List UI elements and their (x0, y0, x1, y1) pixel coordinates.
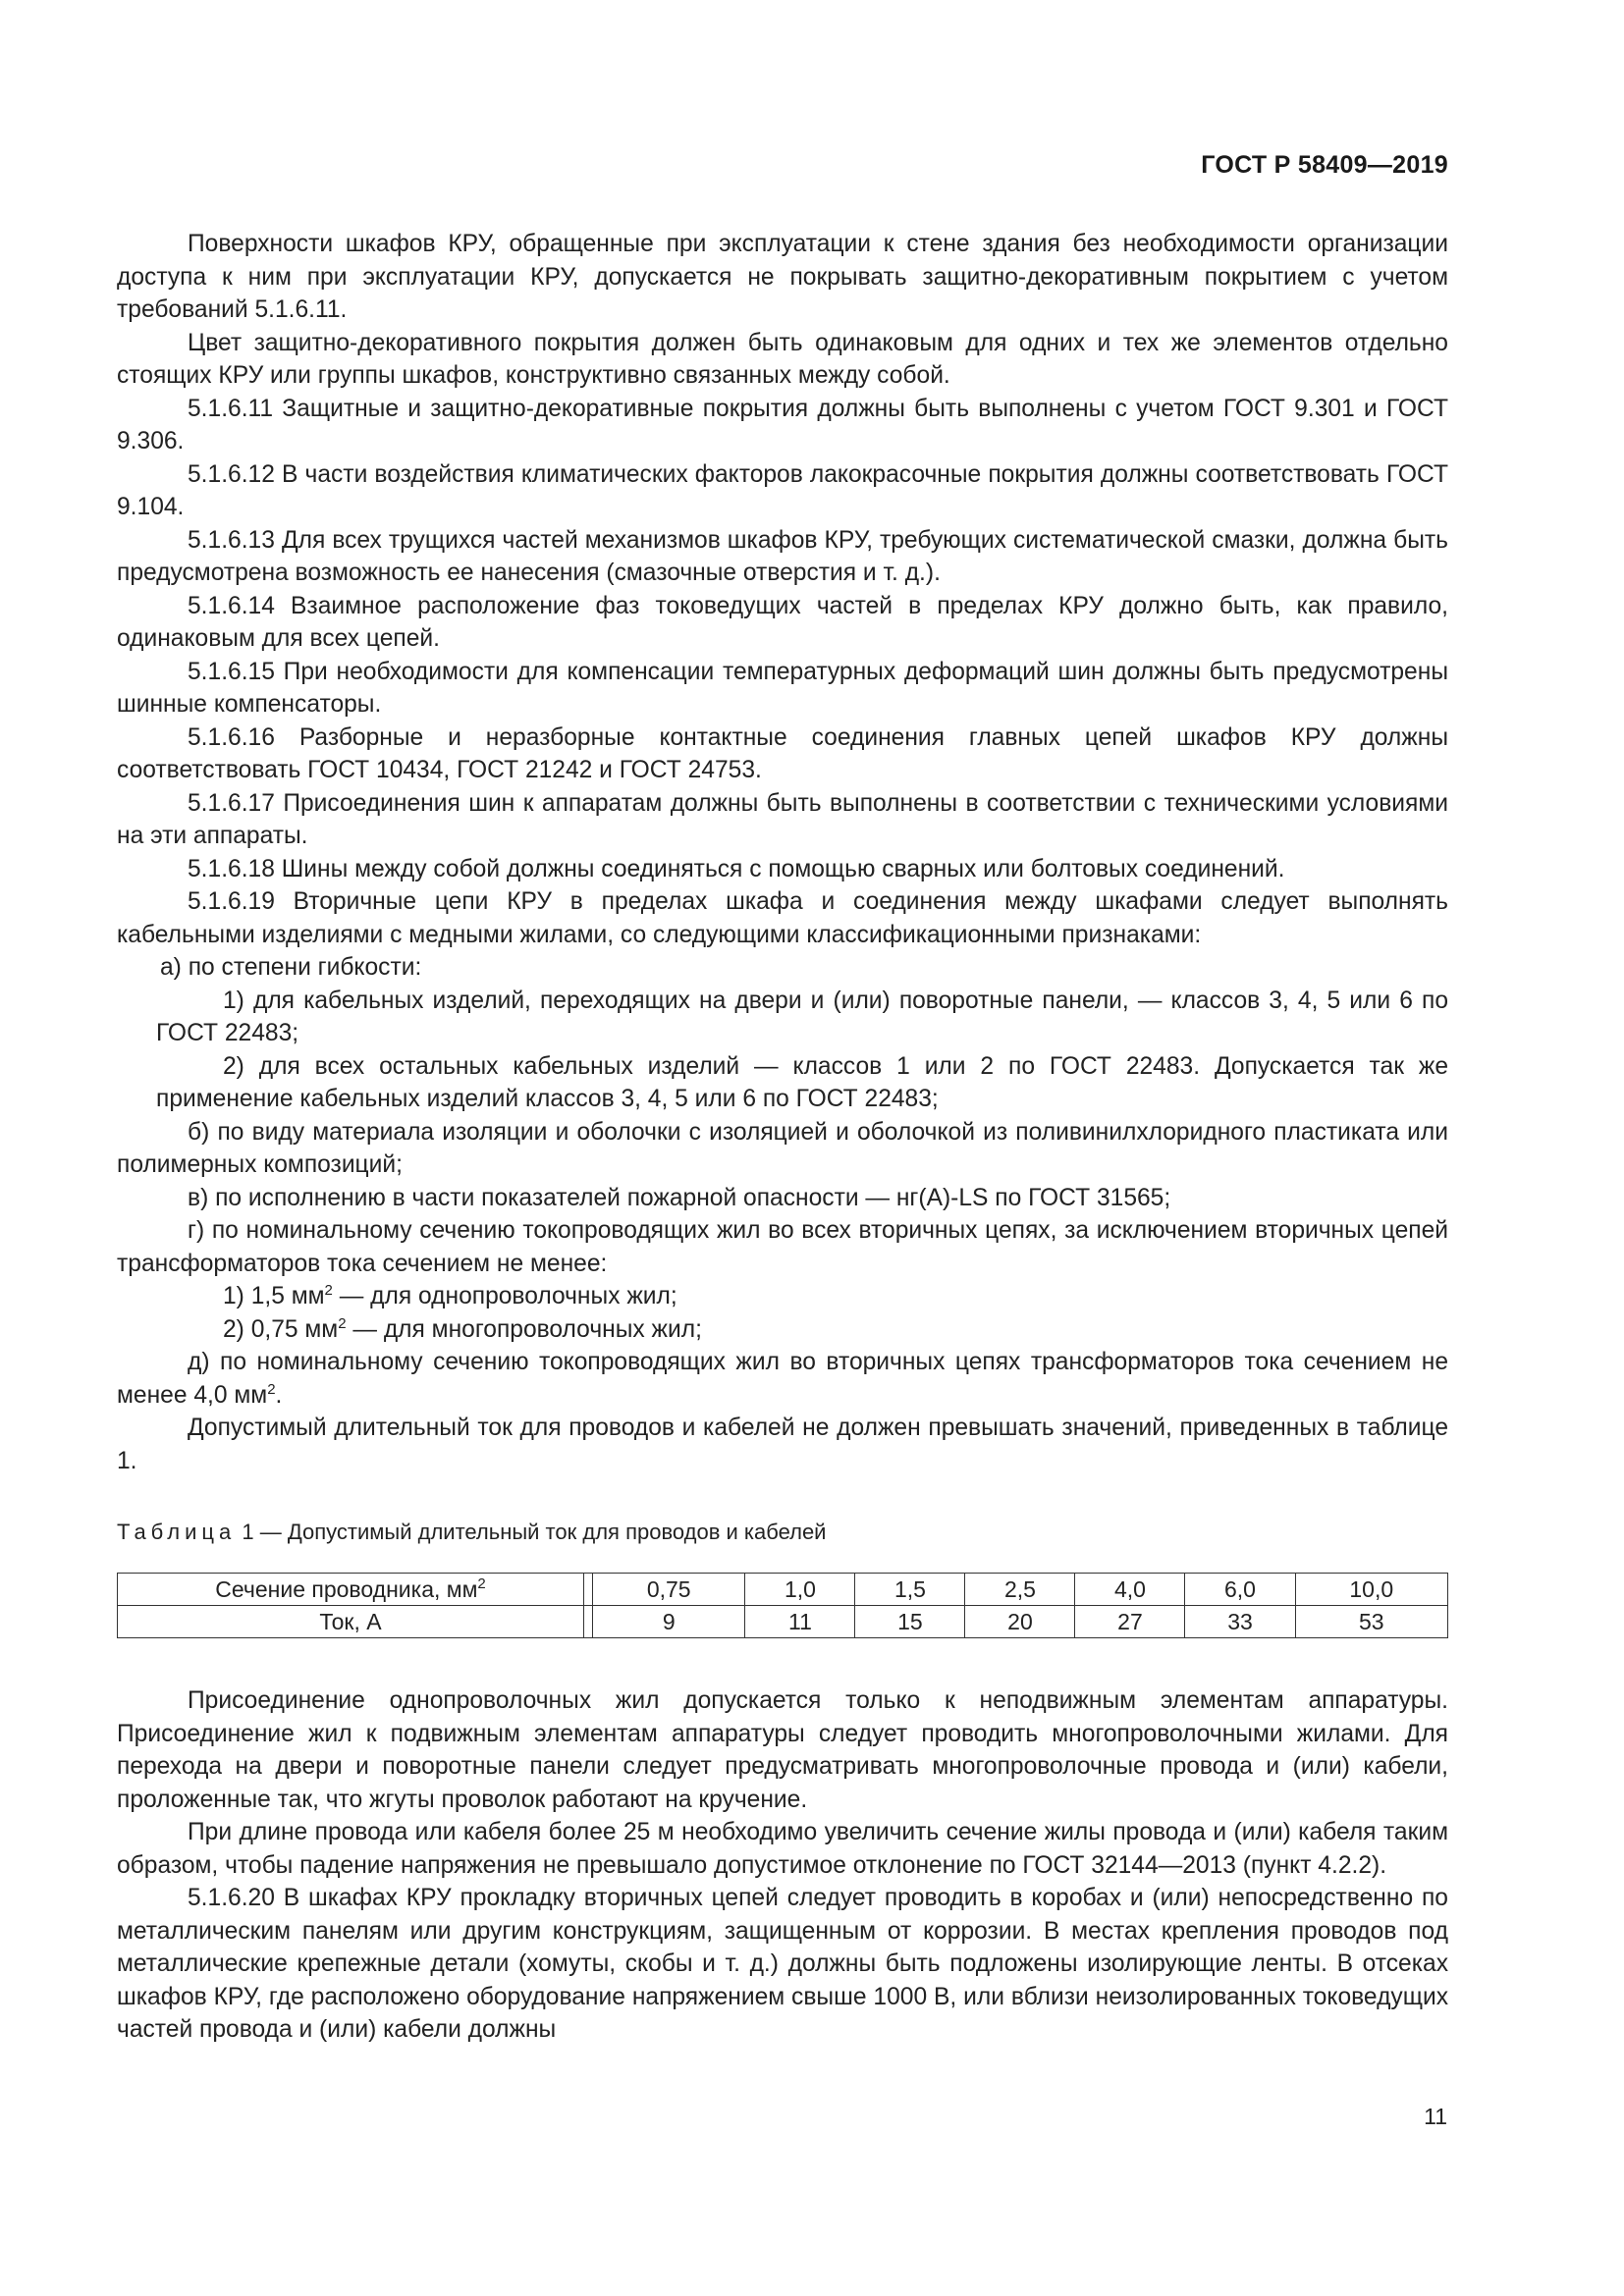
paragraph: Присоединение однопроволочных жил допускается только к неподвижным элементам аппаратуры. Присоединение жил к подвижным элементам аппаратуры следует проводить многопроволочными жилами. Для перехода на двери и поворотные панели следует предусматривать многопроволочные провода и (или) кабели, проложенные так, что жгуты проволок работают на кручение. (117, 1687, 1448, 1813)
paragraph: 5.1.6.16 Разборные и неразборные контактные соединения главных цепей шкафов КРУ должны соответствовать ГОСТ 10434, ГОСТ 21242 и ГОСТ 24753. (117, 723, 1448, 783)
paragraph: 5.1.6.13 Для всех трущихся частей механизмов шкафов КРУ, требующих систематической смазки, должна быть предусмотрена возможность ее нанесения (смазочные отверстия и т. д.). (117, 526, 1448, 586)
paragraph: Цвет защитно-декоративного покрытия должен быть одинаковым для одних и тех же элементов отдельно стоящих КРУ или группы шкафов, конструктивно связанных между собой. (117, 329, 1448, 389)
list-item: г) по номинальному сечению токопроводящих жил во всех вторичных цепях, за исключением вторичных цепей трансформаторов тока сечением не менее: (117, 1217, 1448, 1277)
list-subitem (117, 1280, 1448, 1313)
table-row (118, 1606, 1448, 1638)
paragraph: 5.1.6.17 Присоединения шин к аппаратам должны быть выполнены в соответствии с техническими условиями на эти аппараты. (117, 789, 1448, 849)
table-cell: 15 (855, 1606, 965, 1638)
paragraph: 5.1.6.11 Защитные и защитно-декоративные покрытия должны быть выполнены с учетом ГОСТ 9.301 и ГОСТ 9.306. (117, 395, 1448, 454)
table-cell: 0,75 (593, 1574, 745, 1606)
list-item (117, 1346, 1448, 1412)
table-header-text: Сечение проводника, мм (215, 1575, 478, 1602)
list-item-text: д) по номинальному сечению токопроводящих жил во вторичных цепях трансформаторов тока сечением не менее 4,0 мм (117, 1349, 1448, 1409)
paragraph: При длине провода или кабеля более 25 м необходимо увеличить сечение жилы провода и (или) кабеля таким образом, чтобы падение напряжения не превышало допустимое отклонение по ГОСТ 32144—2013 (пункт 4.2.2). (117, 1819, 1448, 1879)
paragraph: Допустимый длительный ток для проводов и кабелей не должен превышать значений, приведенных в таблице 1. (117, 1415, 1448, 1474)
paragraph: Поверхности шкафов КРУ, обращенные при эксплуатации к стене здания без необходимости организации доступа к ним при эксплуатации КРУ, допускается не покрывать защитно-декоративным покрытием с учетом требований 5.1.6.11. (117, 231, 1448, 323)
table-cell: 9 (593, 1606, 745, 1638)
table-caption-word: Таблица (117, 1520, 237, 1544)
list-item: б) по виду материала изоляции и оболочки с изоляцией и оболочкой из поливинилхлоридного пластиката или полимерных композиций; (117, 1118, 1448, 1178)
table-spacer-cell (584, 1574, 593, 1606)
superscript: 2 (267, 1380, 276, 1398)
paragraph: 5.1.6.18 Шины между собой должны соединяться с помощью сварных или болтовых соединений. (188, 855, 1285, 882)
list-item: в) по исполнению в части показателей пожарной опасности — нг(А)-LS по ГОСТ 31565; (188, 1184, 1171, 1211)
paragraph: 5.1.6.19 Вторичные цепи КРУ в пределах шкафа и соединения между шкафами следует выполнять кабельными изделиями с медными жилами, со следующими классификационными признаками: (117, 888, 1448, 948)
list-subitem (117, 1313, 1448, 1347)
superscript: 2 (324, 1282, 333, 1299)
table-cell: 4,0 (1075, 1574, 1185, 1606)
main-text (117, 228, 1448, 1477)
superscript: 2 (338, 1314, 347, 1332)
paragraph: 5.1.6.20 В шкафах КРУ прокладку вторичных цепей следует проводить в коробах и (или) непосредственно по металлическим панелям или другим конструкциям, защищенным от коррозии. В местах крепления проводов под металлические крепежные детали (хомуты, скобы и т. д.) должны быть подложены изолирующие ленты. В отсеках шкафов КРУ, где расположено оборудование напряжением свыше 1000 В, или вблизи неизолированных токоведущих частей провода и (или) кабели должны (117, 1885, 1448, 2043)
list-subitem: 1) для кабельных изделий, переходящих на двери и (или) поворотные панели, — классов 3, 4, 5 или 6 по ГОСТ 22483; (156, 987, 1448, 1046)
table-header-cell (118, 1574, 584, 1606)
table-cell: 2,5 (965, 1574, 1075, 1606)
list-item: а) по степени гибкости: (160, 954, 422, 981)
list-subitem-text: — для однопроволочных жил; (339, 1283, 677, 1309)
list-subitem-text: 1) 1,5 мм (223, 1283, 325, 1309)
table-cell: 1,0 (745, 1574, 855, 1606)
list-item-text: . (275, 1381, 283, 1409)
main-text-continued (117, 1684, 1448, 2047)
table-cell: 11 (745, 1606, 855, 1638)
table-cell: 20 (965, 1606, 1075, 1638)
table-row (118, 1574, 1448, 1606)
table-caption (117, 1520, 826, 1545)
list-subitem-text: 2) 0,75 мм (223, 1315, 339, 1343)
table-caption-text: 1 — Допустимый длительный ток для проводов и кабелей (242, 1520, 827, 1544)
table-cell: 33 (1185, 1606, 1295, 1638)
document-code: ГОСТ Р 58409—2019 (1201, 151, 1448, 179)
table-cell: 1,5 (855, 1574, 965, 1606)
table-cell: 27 (1075, 1606, 1185, 1638)
paragraph: 5.1.6.12 В части воздействия климатических факторов лакокрасочные покрытия должны соответствовать ГОСТ 9.104. (117, 460, 1448, 520)
list-subitem-text: — для многопроволочных жил; (352, 1315, 702, 1343)
superscript: 2 (477, 1575, 486, 1592)
table-spacer-cell (584, 1606, 593, 1638)
list-subitem: 2) для всех остальных кабельных изделий — классов 1 или 2 по ГОСТ 22483. Допускается так же применение кабельных изделий классов 3, 4, 5 или 6 по ГОСТ 22483; (156, 1052, 1448, 1112)
page-number: 11 (1424, 2104, 1447, 2129)
current-table (117, 1573, 1448, 1638)
table-cell: 53 (1295, 1606, 1448, 1638)
table-cell: 6,0 (1185, 1574, 1295, 1606)
paragraph: 5.1.6.14 Взаимное расположение фаз токоведущих частей в пределах КРУ должно быть, как правило, одинаковым для всех цепей. (117, 592, 1448, 652)
paragraph: 5.1.6.15 При необходимости для компенсации температурных деформаций шин должны быть предусмотрены шинные компенсаторы. (117, 658, 1448, 718)
table-cell: 10,0 (1295, 1574, 1448, 1606)
table-header-cell: Ток, А (118, 1606, 584, 1638)
